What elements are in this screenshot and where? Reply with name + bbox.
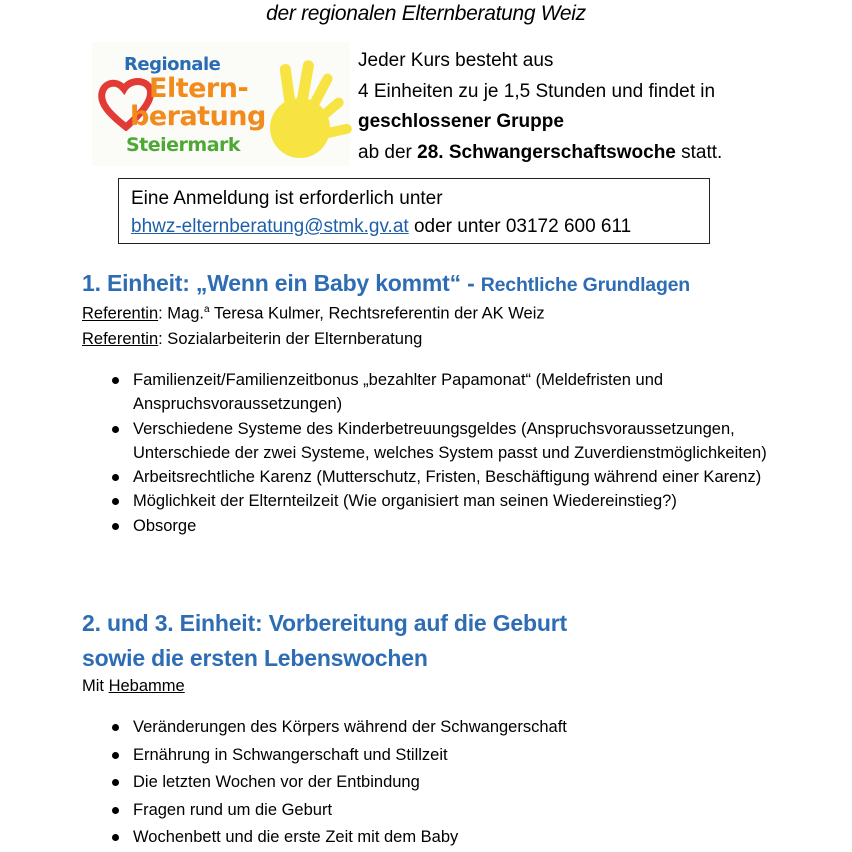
speaker-1 bbox=[82, 304, 545, 324]
bullet-icon bbox=[112, 807, 119, 814]
section-1-heading bbox=[82, 270, 690, 297]
list-item: Fragen rund um die Geburt bbox=[108, 797, 788, 825]
speaker-1-pre: : Mag. bbox=[158, 304, 204, 323]
list-item: Familienzeit/Familienzeitbonus „bezahlter Papamonat“ (Meldefristen und Anspruchsvoraussetzungen) bbox=[108, 368, 753, 417]
intro-line-1: Jeder Kurs besteht aus bbox=[358, 50, 554, 71]
bullet-icon bbox=[112, 724, 119, 731]
registration-email-link[interactable]: bhwz-elternberatung@stmk.gv.at bbox=[131, 216, 409, 237]
section-2-title-line-1: 2. und 3. Einheit: Vorbereitung auf die Geburt bbox=[82, 610, 567, 636]
intro-line-4 bbox=[358, 138, 722, 169]
speaker-2-label: Referentin bbox=[82, 330, 159, 348]
bullet-icon bbox=[112, 426, 119, 433]
registration-text: Eine Anmeldung ist erforderlich unter bbox=[131, 188, 443, 209]
bullet-icon bbox=[112, 779, 119, 786]
logo-text-steiermark: Steiermark bbox=[126, 134, 241, 156]
logo-text-regionale: Regionale bbox=[124, 54, 221, 75]
section-2-title-line-2: sowie die ersten Lebenswochen bbox=[82, 645, 428, 671]
document-subtitle: der regionalen Elternberatung Weiz bbox=[266, 2, 586, 25]
handprint-icon bbox=[260, 58, 355, 163]
bullet-icon bbox=[112, 523, 119, 530]
elternberatung-logo bbox=[92, 42, 350, 166]
list-item: Wochenbett und die erste Zeit mit dem Baby bbox=[108, 824, 788, 852]
section-1-topics bbox=[108, 368, 788, 538]
registration-phone: oder unter 03172 600 611 bbox=[408, 216, 632, 237]
list-item: Die letzten Wochen vor der Entbindung bbox=[108, 769, 788, 797]
speaker-1-name: Teresa Kulmer, Rechtsreferentin der AK Weiz bbox=[209, 304, 545, 323]
section-1-title: 1. Einheit: „Wenn ein Baby kommt“ - bbox=[82, 270, 481, 296]
intro-line-2: 4 Einheiten zu je 1,5 Stunden und findet in bbox=[358, 80, 716, 102]
list-item: Ernährung in Schwangerschaft und Stillzeit bbox=[108, 742, 788, 770]
intro-line-4-post: statt. bbox=[675, 141, 723, 163]
bullet-icon bbox=[112, 474, 119, 481]
bullet-icon bbox=[112, 752, 119, 759]
intro-week: 28. Schwangerschaftswoche bbox=[417, 141, 676, 163]
registration-box bbox=[118, 178, 710, 244]
intro-group-type: geschlossener Gruppe bbox=[358, 111, 564, 132]
list-item: Arbeitsrechtliche Karenz (Mutterschutz, Fristen, Beschäftigung während einer Karenz) bbox=[108, 465, 783, 489]
list-item: Möglichkeit der Elternteilzeit (Wie organisiert man seinen Wiedereinstieg?) bbox=[108, 489, 788, 513]
speaker-2 bbox=[82, 330, 422, 349]
speaker-2-name: : Sozialarbeiterin der Elternberatung bbox=[158, 330, 423, 348]
list-item: Verschiedene Systeme des Kinderbetreuungsgeldes (Anspruchsvoraussetzungen, Unterschiede der zwei Systeme, welches System passt und Zuverdienstmöglichkeiten) bbox=[108, 417, 773, 466]
bullet-icon bbox=[112, 834, 119, 841]
speaker-1-sup: a bbox=[204, 304, 210, 315]
section-2-speaker bbox=[82, 677, 185, 696]
section-2-midwife: Hebamme bbox=[108, 677, 185, 695]
section-1-subtitle: Rechtliche Grundlagen bbox=[480, 274, 691, 296]
list-item: Veränderungen des Körpers während der Schwangerschaft bbox=[108, 714, 788, 742]
bullet-icon bbox=[112, 377, 119, 384]
logo-text-eltern: Eltern- bbox=[149, 73, 249, 104]
course-intro bbox=[358, 46, 722, 168]
section-2-with: Mit bbox=[82, 677, 109, 695]
intro-line-4-pre: ab der bbox=[358, 141, 418, 163]
speaker-1-label: Referentin bbox=[82, 304, 159, 323]
logo-text-beratung: beratung bbox=[130, 101, 266, 132]
list-item: Obsorge bbox=[108, 514, 788, 538]
bullet-icon bbox=[112, 498, 119, 505]
section-2-topics bbox=[108, 714, 788, 852]
section-2-heading bbox=[82, 606, 567, 676]
